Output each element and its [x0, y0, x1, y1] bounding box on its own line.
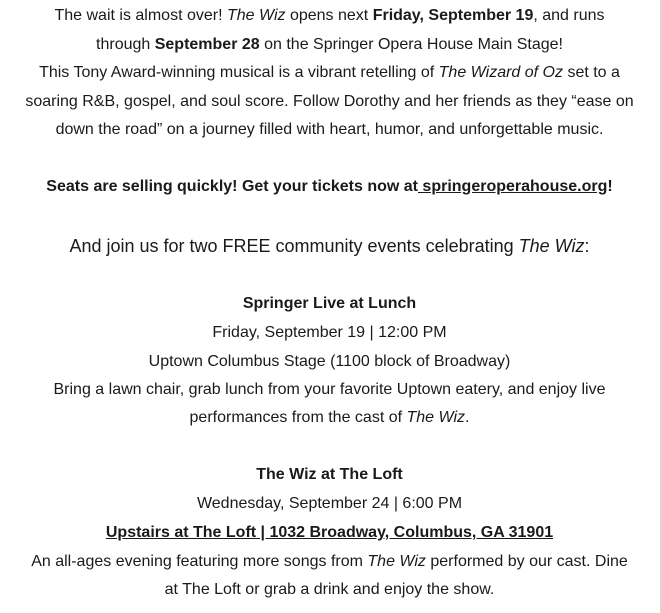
event1-desc-line-1: Bring a lawn chair, grab lunch from your favorite Uptown eatery, and enjoy live [53, 381, 606, 398]
opening-date: Friday, September 19 [372, 7, 534, 24]
description-line-1 [0, 63, 659, 83]
event2-location-link[interactable]: Upstairs at The Loft | 1032 Broadway, Columbus, GA 31901 [105, 524, 554, 541]
show-title: The Wiz [406, 409, 466, 426]
intro-text: on the Springer Opera House Main Stage! [259, 36, 563, 53]
description-line-2: soaring R&B, gospel, and soul score. Follow Dorothy and her friends as they “ease on [25, 93, 634, 110]
intro-text: opens next [285, 7, 373, 24]
intro-text: The wait is almost over! [54, 7, 227, 24]
tickets-link[interactable]: springeroperahouse.org [417, 178, 608, 195]
intro-text: through [96, 36, 155, 53]
description-line-3: down the road” on a journey filled with heart, humor, and unforgettable music. [55, 121, 604, 138]
event2-desc-line-1 [0, 552, 659, 572]
events-intro [0, 236, 659, 256]
event1-datetime: Friday, September 19 | 12:00 PM [212, 324, 447, 341]
description-text: set to a [563, 64, 620, 81]
intro-line-2 [0, 35, 659, 55]
event2-desc-text: An all-ages evening featuring more songs from [31, 553, 368, 570]
event2-desc-line-2: at The Loft or grab a drink and enjoy the show. [164, 581, 495, 598]
description-text: This Tony Award-winning musical is a vibrant retelling of [39, 64, 439, 81]
event2-location [0, 523, 659, 543]
source-title: The Wizard of Oz [438, 64, 563, 81]
events-intro-text: : [584, 236, 590, 256]
tickets-text: Seats are selling quickly! Get your tickets now at [46, 178, 418, 195]
event2-desc-text: performed by our cast. Dine [425, 553, 628, 570]
events-intro-text: And join us for two FREE community events celebrating [69, 236, 519, 256]
tickets-text-end: ! [607, 178, 613, 195]
tickets-line [0, 177, 659, 197]
event1-desc-line-2 [0, 408, 659, 428]
intro-text: , and runs [533, 7, 605, 24]
intro-line-1 [0, 6, 659, 26]
event1-location: Uptown Columbus Stage (1100 block of Broadway) [148, 353, 511, 370]
event1-desc-text: . [465, 409, 470, 426]
event2-datetime: Wednesday, September 24 | 6:00 PM [196, 495, 463, 512]
show-title: The Wiz [226, 7, 286, 24]
event1-desc-text: performances from the cast of [189, 409, 407, 426]
event2-title: The Wiz at The Loft [256, 466, 403, 483]
event1-title: Springer Live at Lunch [242, 295, 417, 312]
show-title: The Wiz [367, 553, 426, 570]
closing-date: September 28 [154, 36, 260, 53]
show-title: The Wiz [518, 236, 585, 256]
